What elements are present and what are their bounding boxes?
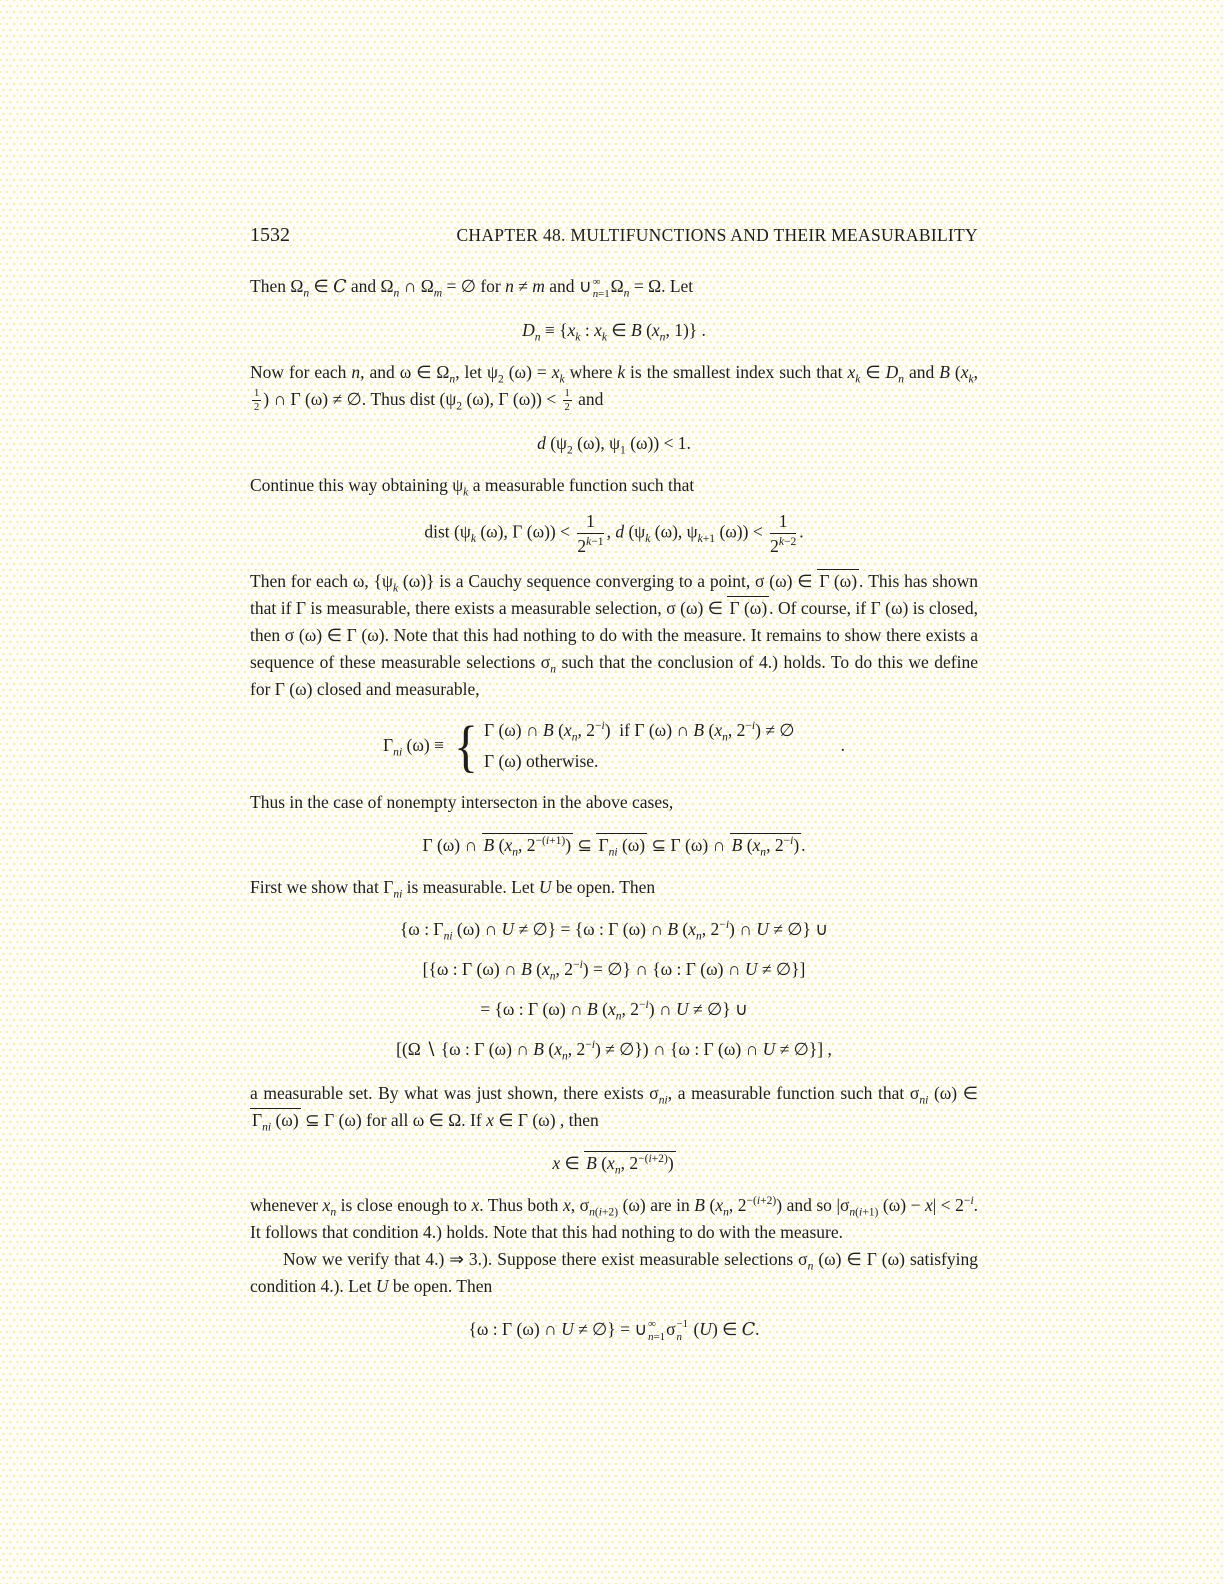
- cases-row-otherwise: Γ (ω) otherwise.: [483, 750, 599, 771]
- equation-gamma-ni-cases: [250, 715, 978, 777]
- equation-d-psi2-psi1: d ($\psi_2$ (ω), $\psi_1$ (ω)) < 1.: [537, 432, 691, 456]
- paragraph-nonempty-intersection: Thus in the case of nonempty intersecton in the above cases,: [250, 791, 674, 812]
- paragraph-omega-partition: Then $\Omega_n$ ∈ C and $\Omega_n$ ∩ $\Omega_m$ = ∅ for n ≠ m and ∪ ∞ n=1 $\Omega_n = \Omega$. Let: [250, 275, 694, 300]
- paragraph-first-we-show: First we show that $\Gamma_{ni}$ is measurable. Let U be open. Then: [250, 876, 656, 901]
- paragraph-cauchy-selection: Then for each ω, {$\psi_k$ (ω)} is a Cauchy sequence converging to a point, σ (ω) ∈ Γ (ω) . This has shown that if Γ is measurable, there exists a measurable selection, σ (ω) ∈ Γ (ω) . Of course, if Γ (ω) is closed, then σ (ω) ∈ Γ (ω). Note that this had nothing to do with the measure. It remains to show there exists a sequence of these measurable selections $\sigma_n$ such that the conclusion of 4.) holds. To do this we define for Γ (ω) closed and measurable,: [250, 570, 979, 699]
- running-header: [250, 222, 978, 249]
- equation-line-1: {ω : $\Gamma_{ni}$ (ω) ∩ U ≠ ∅} = {ω : Γ (ω) ∩ B ($x_n$, $2^{-i}$) ∩ U ≠ ∅} ∪: [399, 918, 829, 943]
- cases-brace: {: [453, 713, 478, 778]
- paragraph-measurable-set: a measurable set. By what was just shown, there exists $\sigma_{ni}$, a measurable function such that $\sigma_{ni}$ (ω) ∈ $\Gamma_{ni}$ (ω) ⊆ Γ (ω) for all ω ∈ Ω. If x ∈ Γ (ω) , then: [250, 1082, 979, 1134]
- equation-union-sigma-inverse: {ω : Γ (ω) ∩ U ≠ ∅} = ∪ ∞ n=1 σ −1 n (U) ∈ C.: [468, 1318, 760, 1343]
- equation-line-2: [{ω : Γ (ω) ∩ B ($x_n$, $2^{-i}$) = ∅} ∩ {ω : Γ (ω) ∩ U ≠ ∅}]: [422, 958, 806, 983]
- equation-dist-fractions: dist ($\psi_k$ (ω), Γ (ω)) < $\frac{1}{2^{k-1}}$ , d ($\psi_k$ (ω), $\psi_{k+1}$ (ω)) < $\frac{1}{2^{k-2}}$ .: [424, 510, 804, 556]
- equation-line-4: [(Ω ∖ {ω : Γ (ω) ∩ B ($x_n$, $2^{-i}$) ≠ ∅}) ∩ {ω : Γ (ω) ∩ U ≠ ∅}] ,: [396, 1038, 832, 1063]
- equation-x-in-ball: x ∈ B ($x_n$, $2^{-(i+2)}$): [552, 1152, 674, 1177]
- equation-subset-chain: Γ (ω) ∩ B ($x_n$, $2^{-(i+1)}$) ⊆ $\Gamma_{ni}$ (ω) ⊆ Γ (ω) ∩ B ($x_n$, $2^{-i}$) .: [422, 834, 806, 859]
- equation-line-3: = {ω : Γ (ω) ∩ B ($x_n$, $2^{-i}$) ∩ U ≠ ∅} ∪: [480, 998, 748, 1023]
- cases-period: .: [840, 735, 845, 755]
- cases-expression: [383, 715, 845, 777]
- equation-Dn-definition: $D_n \equiv \{x_k$ : $x_k$ ∈ B ($x_n$, 1)} .: [522, 320, 706, 344]
- chapter-heading: CHAPTER 48. MULTIFUNCTIONS AND THEIR MEASURABILITY: [456, 225, 978, 245]
- paragraph-continue-psik: Continue this way obtaining $\psi_k$ a measurable function such that: [250, 474, 695, 498]
- page-content: [250, 222, 978, 1359]
- equation-group-measurable-set: [250, 913, 978, 1066]
- paragraph-psi2-definition: Now for each n, and ω ∈ $\Omega_n$, let $\psi_2$ $(\omega) = x_k$ where k is the smallest index such that $x_k$ ∈ $D_n$ and B ($x_k$, $\frac{1}{2}$ ) ∩ Γ (ω) ≠ ∅. Thus dist ($\psi_2$ (ω), Γ (ω)) < $\frac{1}{2}$ and: [250, 362, 978, 414]
- paragraph-verify-4-implies-3: Now we verify that 4.) ⇒ 3.). Suppose there exist measurable selections $\sigma_n$ (ω) ∈ Γ (ω) satisfying condition 4.). Let U be open. Then: [250, 1248, 978, 1296]
- page-number: 1532: [250, 224, 290, 246]
- cases-rows: [484, 715, 795, 777]
- cases-row-nonempty: Γ (ω) ∩ B ($x_n$, $2^{-i}$) if Γ (ω) ∩ B ($x_n$, $2^{-i}$) ≠ ∅: [483, 719, 795, 744]
- paragraph-whenever-xn: whenever $x_n$ is close enough to x. Thus both x, $\sigma_{n(i+2)}$ (ω) are in B ($x_n$, $2^{-(i+2)}$) and so $|\sigma_{n(i+1)}$ $(\omega) - x| < 2^{-i}$. It follows that condition 4.) holds. Note that this had nothing to do with the measure.: [250, 1194, 979, 1242]
- cases-lhs: $\Gamma_{ni}$ (ω) ≡: [383, 735, 444, 759]
